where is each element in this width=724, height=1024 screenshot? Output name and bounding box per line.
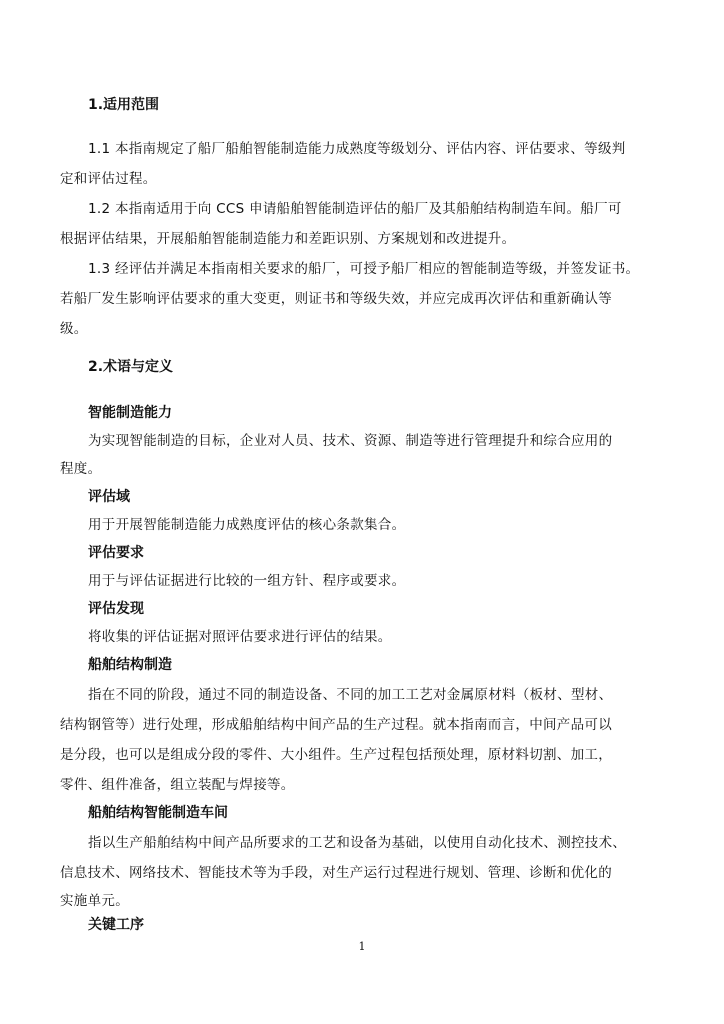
term-title: 评估发现 bbox=[88, 601, 144, 617]
page-number: 1 bbox=[358, 940, 366, 953]
paragraph-line: 级。 bbox=[60, 321, 88, 337]
term-title: 关键工序 bbox=[88, 917, 144, 933]
term-definition-line: 用于开展智能制造能力成熟度评估的核心条款集合。 bbox=[88, 517, 406, 533]
term-title: 评估要求 bbox=[88, 545, 144, 561]
term-title: 船舶结构制造 bbox=[88, 657, 172, 673]
term-definition-line: 为实现智能制造的目标，企业对人员、技术、资源、制造等进行管理提升和综合应用的 bbox=[88, 433, 613, 449]
term-title: 评估域 bbox=[88, 489, 130, 505]
section-heading-terms: 2.术语与定义 bbox=[88, 359, 174, 375]
paragraph-line: 根据评估结果，开展船舶智能制造能力和差距识别、方案规划和改进提升。 bbox=[60, 231, 516, 247]
paragraph-line: 1.1 本指南规定了船厂船舶智能制造能力成熟度等级划分、评估内容、评估要求、等级判 bbox=[88, 141, 626, 157]
paragraph-line: 1.3 经评估并满足本指南相关要求的船厂，可授予船厂相应的智能制造等级，并签发证书。 bbox=[88, 261, 640, 277]
term-definition-line: 是分段，也可以是组成分段的零件、大小组件。生产过程包括预处理，原材料切割、加工， bbox=[60, 747, 612, 763]
paragraph-line: 定和评估过程。 bbox=[60, 171, 157, 187]
section-heading-scope: 1.适用范围 bbox=[88, 97, 160, 113]
term-definition-line: 程度。 bbox=[60, 461, 102, 477]
paragraph-line: 1.2 本指南适用于向 CCS 申请船舶智能制造评估的船厂及其船舶结构制造车间。船厂可 bbox=[88, 201, 622, 217]
term-definition-line: 信息技术、网络技术、智能技术等为手段，对生产运行过程进行规划、管理、诊断和优化的 bbox=[60, 865, 612, 881]
term-definition-line: 指以生产船舶结构中间产品所要求的工艺和设备为基础，以使用自动化技术、测控技术、 bbox=[88, 835, 627, 851]
term-title: 智能制造能力 bbox=[88, 405, 172, 421]
term-definition-line: 指在不同的阶段，通过不同的制造设备、不同的加工工艺对金属原材料（板材、型材、 bbox=[88, 687, 613, 703]
term-title: 船舶结构智能制造车间 bbox=[88, 805, 228, 821]
paragraph-line: 若船厂发生影响评估要求的重大变更，则证书和等级失效，并应完成再次评估和重新确认等 bbox=[60, 291, 612, 307]
term-definition-line: 将收集的评估证据对照评估要求进行评估的结果。 bbox=[88, 629, 392, 645]
term-definition-line: 结构钢管等）进行处理，形成船舶结构中间产品的生产过程。就本指南而言，中间产品可以 bbox=[60, 717, 612, 733]
term-definition-line: 零件、组件准备，组立装配与焊接等。 bbox=[60, 777, 295, 793]
term-definition-line: 用于与评估证据进行比较的一组方针、程序或要求。 bbox=[88, 573, 406, 589]
term-definition-line: 实施单元。 bbox=[60, 893, 129, 909]
